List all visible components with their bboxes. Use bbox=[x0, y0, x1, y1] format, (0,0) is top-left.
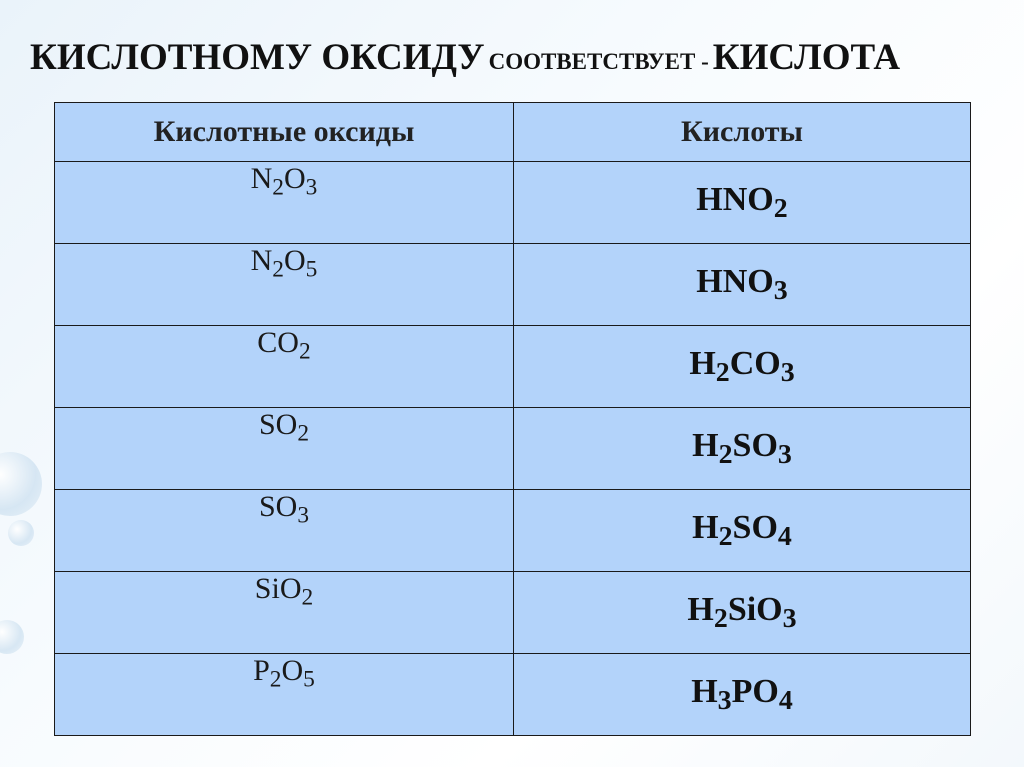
formula-subscript: 3 bbox=[717, 684, 732, 716]
formula-symbol: H bbox=[687, 590, 714, 628]
formula-subscript: 3 bbox=[777, 438, 792, 470]
formula-subscript: 2 bbox=[301, 584, 314, 611]
formula-subscript: 3 bbox=[773, 274, 788, 306]
header-oxides: Кислотные оксиды bbox=[55, 103, 514, 162]
formula-symbol: SO bbox=[258, 408, 298, 441]
formula-symbol: SiO bbox=[254, 572, 302, 605]
acid-formula bbox=[514, 654, 971, 736]
decorative-bubble bbox=[0, 620, 24, 654]
formula-subscript: 4 bbox=[777, 520, 792, 552]
acid-formula bbox=[514, 326, 971, 408]
title-part-2: СООТВЕТСТВУЕТ - bbox=[488, 49, 709, 74]
oxide-formula bbox=[55, 162, 514, 244]
title-part-3: КИСЛОТА bbox=[712, 37, 901, 78]
formula-symbol: O bbox=[284, 244, 306, 277]
formula-symbol: SiO bbox=[727, 590, 783, 628]
formula-symbol: H bbox=[692, 426, 719, 464]
formula-symbol: H bbox=[689, 344, 716, 382]
formula-symbol: H bbox=[692, 508, 719, 546]
decorative-bubble bbox=[8, 520, 34, 546]
formula-subscript: 5 bbox=[303, 666, 315, 693]
table-row bbox=[55, 326, 971, 408]
formula-subscript: 3 bbox=[297, 502, 310, 529]
formula-symbol: P bbox=[253, 654, 270, 687]
decorative-bubble bbox=[0, 452, 42, 516]
acid-formula bbox=[514, 162, 971, 244]
oxide-formula bbox=[55, 244, 514, 326]
formula-subscript: 5 bbox=[305, 256, 318, 283]
oxide-formula bbox=[55, 490, 514, 572]
table-body bbox=[55, 162, 971, 736]
formula-subscript: 3 bbox=[780, 356, 795, 388]
oxide-formula bbox=[55, 572, 514, 654]
title-part-1: КИСЛОТНОМУ ОКСИДУ bbox=[30, 37, 485, 78]
formula-subscript: 4 bbox=[778, 684, 793, 716]
formula-symbol: O bbox=[281, 654, 304, 687]
formula-symbol: HNO bbox=[696, 262, 774, 300]
table-row bbox=[55, 244, 971, 326]
table-row bbox=[55, 572, 971, 654]
formula-subscript: 2 bbox=[715, 356, 730, 388]
formula-subscript: 2 bbox=[298, 338, 311, 365]
formula-symbol: SO bbox=[732, 426, 778, 464]
formula-subscript: 2 bbox=[773, 192, 788, 224]
formula-subscript: 2 bbox=[272, 256, 284, 283]
acid-formula bbox=[514, 408, 971, 490]
acid-formula bbox=[514, 244, 971, 326]
formula-subscript: 2 bbox=[718, 438, 733, 470]
header-acids: Кислоты bbox=[514, 103, 971, 162]
oxide-acid-table bbox=[54, 102, 971, 736]
oxide-formula bbox=[55, 326, 514, 408]
formula-subscript: 2 bbox=[269, 666, 282, 693]
table-row bbox=[55, 162, 971, 244]
formula-symbol: O bbox=[284, 162, 306, 195]
acid-formula bbox=[514, 490, 971, 572]
formula-symbol: CO bbox=[729, 344, 781, 382]
oxide-formula bbox=[55, 654, 514, 736]
formula-subscript: 2 bbox=[713, 602, 728, 634]
formula-subscript: 2 bbox=[272, 174, 284, 201]
formula-subscript: 2 bbox=[297, 420, 310, 447]
slide-title bbox=[30, 36, 1010, 79]
formula-symbol: SO bbox=[258, 490, 298, 523]
formula-symbol: CO bbox=[257, 326, 299, 359]
formula-symbol: N bbox=[250, 244, 273, 277]
table-row bbox=[55, 490, 971, 572]
formula-subscript: 3 bbox=[305, 174, 318, 201]
oxide-formula bbox=[55, 408, 514, 490]
formula-subscript: 2 bbox=[718, 520, 733, 552]
formula-symbol: SO bbox=[732, 508, 778, 546]
formula-symbol: PO bbox=[731, 672, 779, 710]
acid-formula bbox=[514, 572, 971, 654]
table-row bbox=[55, 654, 971, 736]
table-row bbox=[55, 408, 971, 490]
formula-subscript: 3 bbox=[782, 602, 797, 634]
formula-symbol: N bbox=[250, 162, 273, 195]
formula-symbol: H bbox=[691, 672, 718, 710]
formula-symbol: HNO bbox=[696, 180, 774, 218]
table-header-row bbox=[55, 103, 971, 162]
